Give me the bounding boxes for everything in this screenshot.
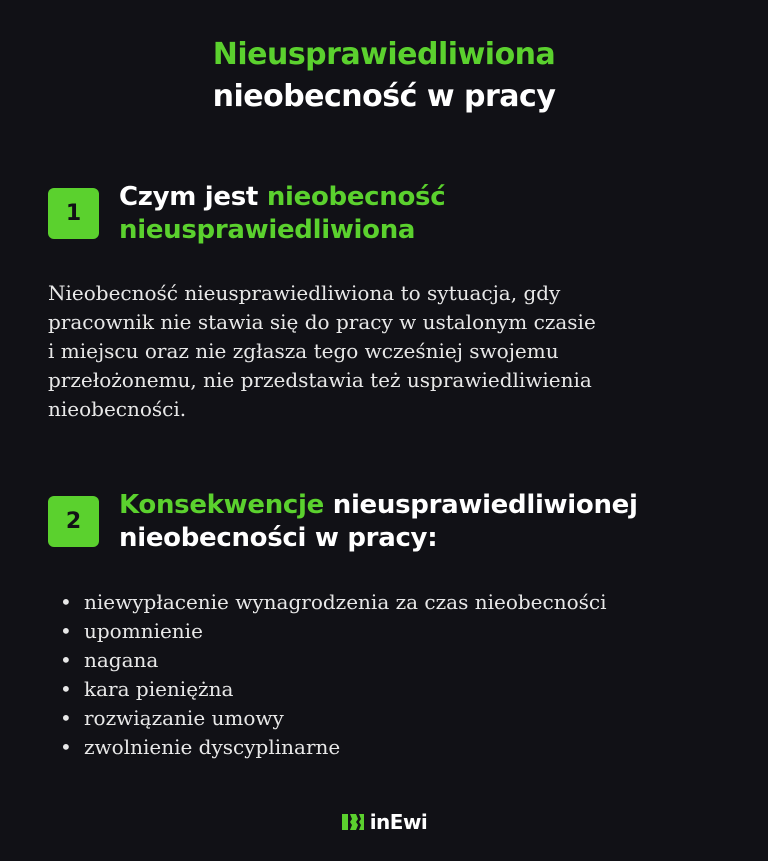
- section-2-heading-suffix: nieusprawiedliwionej: [323, 490, 638, 520]
- bullet: •: [60, 735, 72, 759]
- list-item-text: nagana: [84, 648, 159, 672]
- section-1-heading: [119, 181, 445, 247]
- list-item: [58, 617, 607, 646]
- title-line-2: nieobecność w pracy: [212, 79, 556, 114]
- list-item: [58, 675, 607, 704]
- logo-text: inEwi: [369, 810, 428, 834]
- section-2-number-badge: 2: [48, 496, 99, 547]
- list-item-text: niewypłacenie wynagrodzenia za czas nieobecności: [84, 590, 607, 614]
- consequences-list: [58, 588, 607, 762]
- bullet: •: [60, 590, 72, 614]
- list-item-text: kara pieniężna: [84, 677, 234, 701]
- section-1-number-badge: 1: [48, 188, 99, 239]
- bullet: •: [60, 677, 72, 701]
- section-1-heading-prefix: Czym jest: [119, 182, 267, 212]
- bullet: •: [60, 619, 72, 643]
- page-title: [0, 34, 768, 118]
- list-item-text: upomnienie: [84, 619, 203, 643]
- list-item-text: zwolnienie dyscyplinarne: [84, 735, 341, 759]
- list-item: [58, 704, 607, 733]
- section-1-paragraph: [48, 279, 728, 424]
- title-line-1: Nieusprawiedliwiona: [212, 37, 556, 72]
- bullet: •: [60, 648, 72, 672]
- section-2-heading: [119, 489, 638, 555]
- list-item: [58, 588, 607, 617]
- list-item-text: rozwiązanie umowy: [84, 706, 284, 730]
- section-2-heading-line-2: nieobecności w pracy:: [119, 523, 438, 553]
- paragraph-line: pracownik nie stawia się do pracy w ustalonym czasie: [48, 310, 596, 334]
- paragraph-line: nieobecności.: [48, 397, 187, 421]
- paragraph-line: i miejscu oraz nie zgłasza tego wcześniej swojemu: [48, 339, 559, 363]
- section-1-heading-highlight-1: nieobecność: [266, 182, 446, 212]
- section-2-heading-highlight: Konsekwencje: [119, 490, 324, 520]
- list-item: [58, 646, 607, 675]
- paragraph-line: Nieobecność nieusprawiedliwiona to sytuacja, gdy: [48, 281, 561, 305]
- paragraph-line: przełożonemu, nie przedstawia też usprawiedliwienia: [48, 368, 592, 392]
- bullet: •: [60, 706, 72, 730]
- list-item: [58, 733, 607, 762]
- brand-logo: [0, 810, 768, 834]
- inewi-logo-icon: [341, 811, 365, 833]
- section-1-heading-highlight-2: nieusprawiedliwiona: [119, 215, 416, 245]
